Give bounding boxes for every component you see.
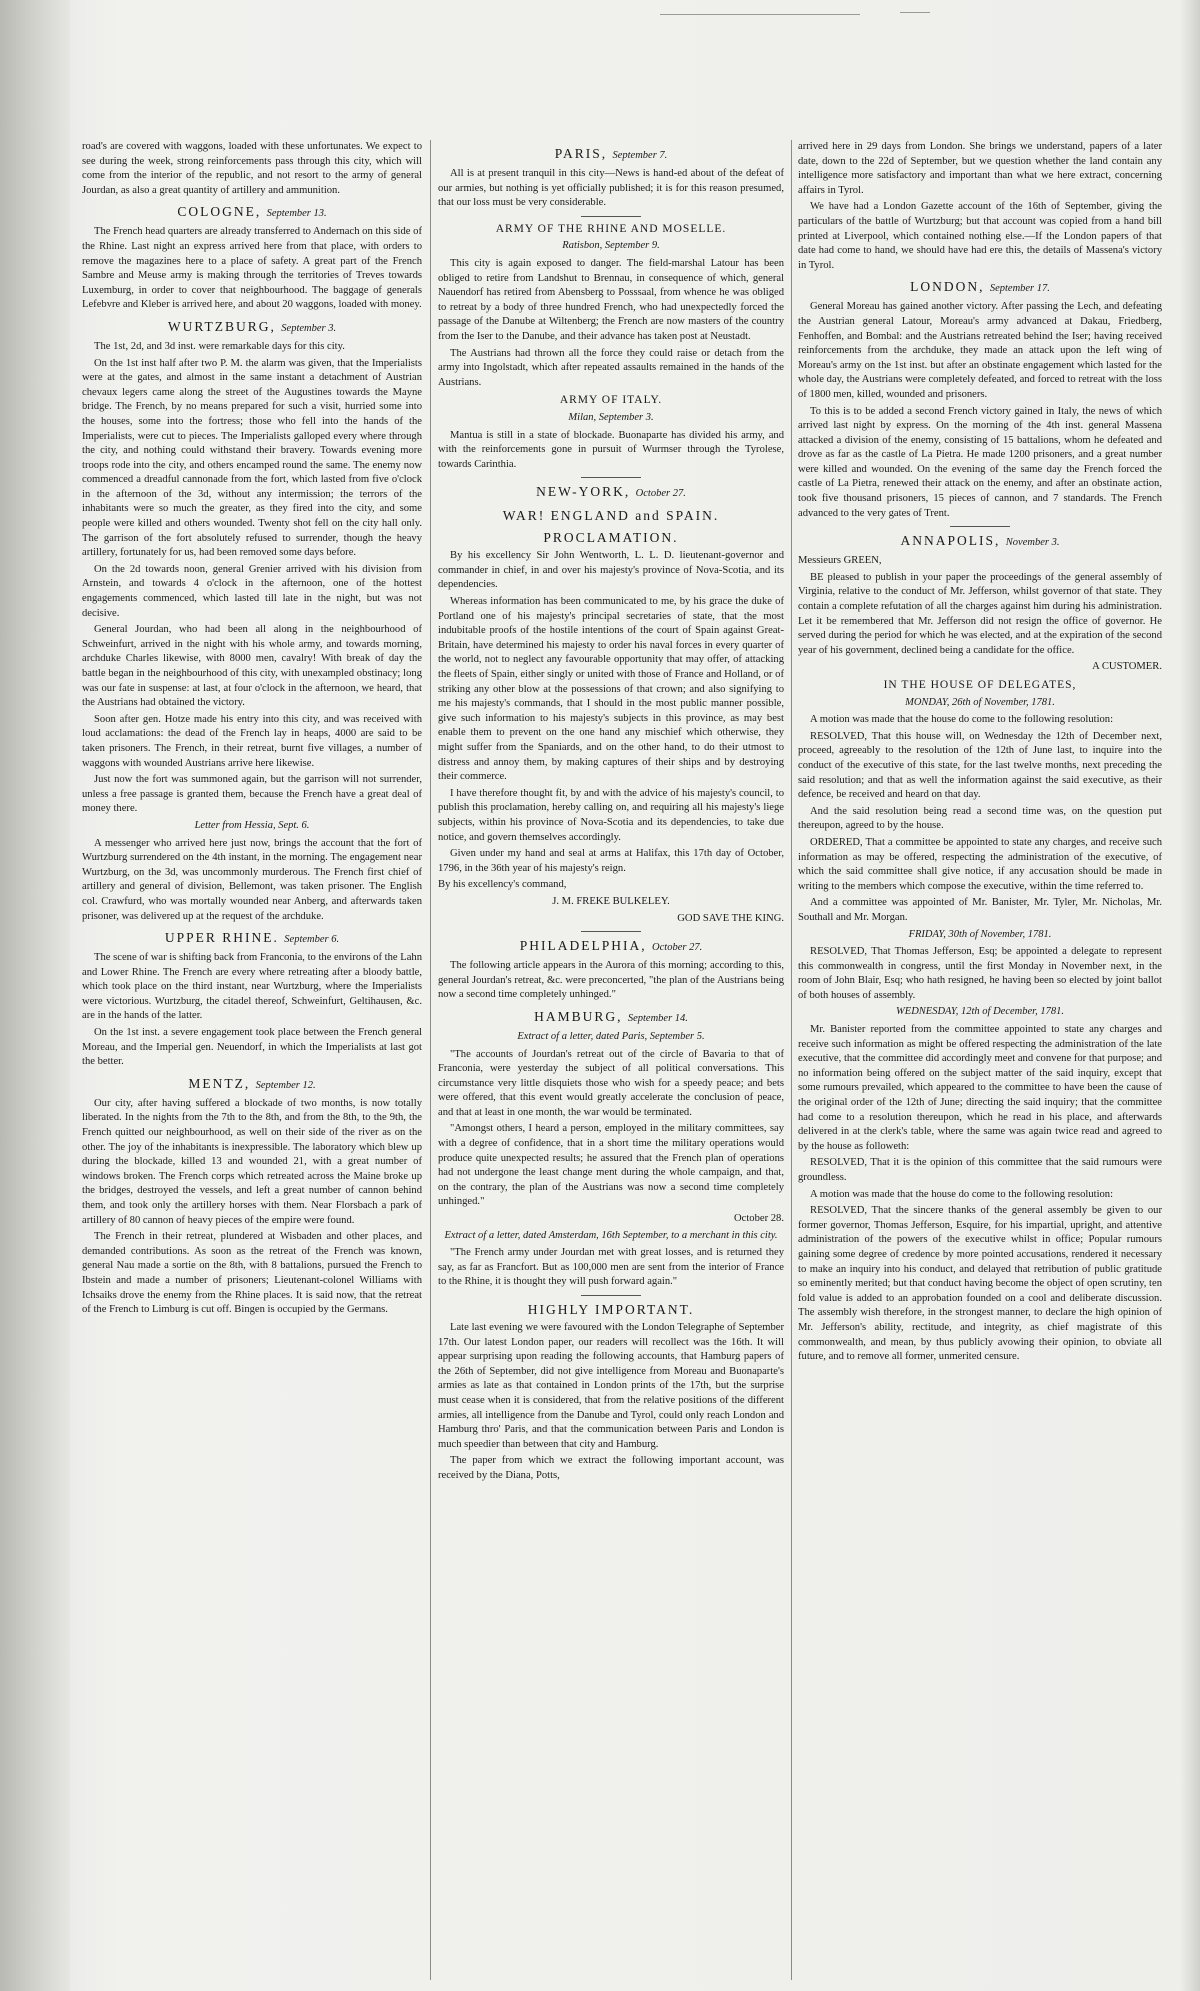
article-paragraph: RESOLVED, That it is the opinion of this committee that the said rumours were groundless. — [798, 1157, 1162, 1183]
article-paragraph: "Amongst others, I heard a person, employed in the military committees, say with a degree of confidence, that in a short time the military operations would produce quite unexpected results; he assured that the French plan of operations had not undergone the least change ment during the whole campaign, and that, on the contrary, the plan of the Austrians was now a second time completely unhinged." — [438, 1123, 784, 1208]
highly-important-headline: HIGHLY IMPORTANT. — [527, 1302, 695, 1317]
letter-heading: Extract of a letter, dated Amsterdam, 16th September, to a merchant in this city. — [444, 1229, 778, 1241]
dateline-date: October 28. — [733, 1213, 784, 1225]
dateline-mentz — [82, 1076, 422, 1094]
section-divider — [950, 526, 1010, 527]
letter-salutation: Messieurs GREEN, — [798, 555, 882, 567]
article-paragraph: RESOLVED, That Thomas Jefferson, Esq; be appointed a delegate to represent this commonwealth in congress, until the first Monday in November next, in the room of John Blair, Esq; who hath resigned, he having been so elected by joint ballot of both houses of assembly. — [798, 946, 1162, 1001]
proclamation-attribution: By his excellency's command, — [438, 879, 567, 891]
place-name: COLOGNE, — [177, 204, 262, 220]
war-headline: WAR! ENGLAND and SPAIN. — [502, 508, 720, 524]
article-paragraph: On the 1st inst. a severe engagement took place between the French general Moreau, and the Imperial gen. Neuendorf, in which the Imperialists at last got the better. — [82, 1027, 422, 1068]
place-name: HAMBURG, — [534, 1008, 623, 1024]
dateline-annapolis — [798, 533, 1162, 551]
section-subheading: FRIDAY, 30th of November, 1781. — [908, 928, 1052, 940]
article-paragraph: The 1st, 2d, and 3d inst. were remarkable days for this city. — [94, 340, 345, 352]
article-paragraph: The French in their retreat, plundered at Wisbaden and other places, and demanded contributions. As soon as the retreat of the French was known, general Nau made a sortie on the 8th, with 8 battalions, pursued the French to Ibstein and made a number of prisoners; Lieutenant-colonel Williams with Ichsaiks drove the enemy from the Rhine places. It is said now, that the retreat of the French to Limburg is cut off. Bingen is occupied by the Germans. — [82, 1231, 422, 1316]
dateline-date: September 12. — [255, 1079, 316, 1091]
column-middle — [438, 140, 784, 1980]
column-rule — [430, 140, 431, 1980]
dateline-date: September 6. — [284, 934, 340, 946]
dateline-london — [798, 279, 1162, 297]
place-name: WURTZBURG, — [167, 318, 276, 334]
dateline-new-york — [438, 484, 784, 502]
article-paragraph: Mr. Banister reported from the committee appointed to state any charges and receive such information as might be offered respecting the administration of the late executive, that the committee did accordingly meet and convene for that purpose; and no information being offered on the subject matter of the said inquiry, except that some rumours prevailed, which appeared to the committee to have been the cause of the original order of the 12th of June; directing the said inquiry; that the committee had come to a resolution thereupon, which he read in his place, and afterwards delivered in at the clerk's table, where the same was again twice read and agreed to by the house as followeth: — [798, 1024, 1162, 1152]
article-paragraph: BE pleased to publish in your paper the proceedings of the general assembly of Virginia, relative to the conduct of Mr. Jefferson, whilst governor of that state. They contain a complete refutation of all the charges against him during his administration. Let it be remembered that Mr. Jefferson did not resign the office of governor. He served during the period for which he was elected, and at the expiration of the second year of his government, declined being a candidate for the office. — [798, 571, 1162, 656]
article-paragraph: On the 1st inst half after two P. M. the alarm was given, that the Imperialists were at the gates, and almost in the same instant a detachment of Austrian chevaux legers came along the street of the Augustines towards the Mayne bridge. The French, by no means prepared for such a visit, hurried some into the houses, some into the fortress; those who fell into the hands of the Imperialists, were cut to pieces. The Imperialists galloped every where through the city, and nothing could withstand their bravery. Towards evening more troops rode into the city, and others encamped round the same. The enemy now commenced a dreadful cannonade from the fort, which lasted from five o'clock in the afternoon of the 3d, without any intermission; the terrors of the inhabitants were so much the greater, as they fired into the city, and some people were killed and others wounded. Twenty shot fell on the city hall only. The garrison of the fort absolutely refused to surrender, though the heavy artillery, fortunately for us, had been removed some days before. — [82, 357, 422, 559]
place-name: NEW-YORK, — [536, 484, 631, 500]
article-paragraph: "The French army under Jourdan met with great losses, and is returned they say, as far as Francfort. But as 100,000 men are sent from the interior of France to the Rhine, it is thought they will push forward again." — [438, 1247, 784, 1288]
letter-heading: Extract of a letter, dated Paris, September 5. — [517, 1030, 705, 1042]
section-divider — [581, 216, 641, 217]
article-paragraph: I have therefore thought fit, by and with the advice of his majesty's council, to publish this proclamation, hereby calling on, and requiring all his majesty's liege subjects, within his province of Nova-Scotia and its dependencies, to take due notice, and govern themselves accordingly. — [438, 787, 784, 843]
article-paragraph: General Jourdan, who had been all along in the neighbourhood of Schweinfurt, arrived in the night with his whole army, and towards morning, archduke Charles likewise, with 8000 men, cavalry! With break of day the battle began in the neighbourhood of this city, with unexampled obstinacy; long was our fate in suspense: at last, at four o'clock in the afternoon, we heard, that the Austrians had obtained the victory. — [82, 624, 422, 709]
article-paragraph: The paper from which we extract the following important account, was received by the Diana, Potts, — [438, 1455, 784, 1481]
place-name: PHILADELPHIA, — [519, 938, 647, 954]
book-binding-edge — [0, 0, 70, 1991]
dateline-date: September 13. — [266, 208, 327, 220]
letter-signature: A CUSTOMER. — [1092, 661, 1162, 673]
page-edge-shadow — [1180, 0, 1200, 1991]
article-paragraph: ORDERED, That a committee be appointed to state any charges, and receive such information as may be offered, respecting the administration of the executive, of which the said committee shall give notice, if any accusation should be made in writing to the members which compose the executive, within the time referred to. — [798, 836, 1162, 892]
dateline-upper-rhine — [82, 930, 422, 948]
article-paragraph: And the said resolution being read a second time was, on the question put thereupon, agreed to by the house. — [798, 805, 1162, 832]
article-paragraph: On the 2d towards noon, general Grenier arrived with his division from Arnstein, and towards 4 o'clock in the afternoon, one of the hottest engagements commenced, which lasted till late in the night, but was not decisive. — [82, 563, 422, 619]
section-heading: IN THE HOUSE OF DELEGATES, — [883, 679, 1077, 691]
column-right — [798, 140, 1162, 1980]
article-paragraph: A messenger who arrived here just now, brings the account that the fort of Wurtzburg surrendered on the 4th instant, in the morning. The engagement near Wurtzburg, on the 3d, was uncommonly murderous. The French first chief of artillery and general of division, Bellemont, was taken prisoner. The English col. Crawfurd, who was mortally wounded near Anberg, and afterwards taken prisoner, was delivered up at the request of the archduke. — [82, 837, 422, 922]
article-paragraph: Mantua is still in a state of blockade. Buonaparte has divided his army, and with the reinforcements gone in pursuit of Wurmser through the Tyrolese, towards Carinthia. — [438, 429, 784, 470]
dateline-paris — [438, 146, 784, 164]
article-paragraph: "The accounts of Jourdan's retreat out of the circle of Bavaria to that of Franconia, were yesterday the subject of all political conversations. This circumstance very little disquiets those who wish for a speedy peace; and bets were offered, that this event would greatly accelerate the conclusion of peace, and that at least in one month, the war would be terminated. — [438, 1048, 784, 1118]
section-subheading: MONDAY, 26th of November, 1781. — [905, 696, 1055, 708]
article-paragraph: The Austrians had thrown all the force they could raise or detach from the army into Ingolstadt, which after repeated assaults remained in the hands of the Austrians. — [438, 347, 784, 388]
dateline-date: October 27. — [635, 488, 686, 500]
section-subheading: Milan, September 3. — [568, 411, 654, 423]
article-paragraph: A motion was made that the house do come to the following resolution: — [810, 1188, 1114, 1200]
continued-paragraph: road's are covered with waggons, loaded with these unfortunates. We expect to see during the week, strong reinforcements pass through this city, which will come from the interior of the republic, and not resort to the army of general Jourdan, as also a great quantity of artillery and ammunition. — [82, 141, 422, 196]
place-name: MENTZ, — [188, 1075, 251, 1091]
article-paragraph: To this is to be added a second French victory gained in Italy, the news of which arrived last night by express. On the morning of the 4th inst. general Massena attacked a division of the enemy, consisting of 15 battalions, whom he defeated and drove as far as the castle of La Pietra. He made 1200 prisoners, and a great number were killed and wounded. On the evening of the same day the French forced the castle of La Pietra, renewed their attack on the enemy, and after an obstinate action, took five thousand prisoners, 15 pieces of cannon, and 7 standards. The French advanced to the very gates of Trent. — [798, 405, 1162, 519]
section-divider — [581, 477, 641, 478]
continued-paragraph: arrived here in 29 days from London. She brings we understand, papers of a later date, down to the 22d of September, but we question whether the land contain any intelligence more satisfactory and important than what we here extract, concerning affairs in Tyrol. — [798, 141, 1162, 196]
top-margin-marks — [600, 8, 1000, 38]
article-paragraph: The following article appears in the Aurora of this morning; according to this, general Jourdan's retreat, &c. were preconcerted, "the plan of the Austrians being now a second time completely unhinged." — [438, 960, 784, 1001]
article-paragraph: Late last evening we were favoured with the London Telegraphe of September 17th. Our latest London paper, our readers will recollect was the 16th. It will appear surprising upon reading the following accounts, that Hamburg papers of the 26th of September, did not give intelligence from Moreau and Buonaparte's armies as late as that contained in London prints of the 17th, but the surprise must cease when it is considered, that from the relative positions of the different armies, all intelligence from the Danube and Tyrol, could only reach London and Hamburg thro' Paris, and that the communication between Paris and London is much speedier than between that city and Hamburg. — [438, 1322, 784, 1450]
section-heading: ARMY OF ITALY. — [559, 394, 663, 407]
article-paragraph: General Moreau has gained another victory. After passing the Lech, and defeating the Austrian general Latour, Moreau's army advanced at Dakau, Friedberg, Fenhoffen, and Bombal: and the Austrians retreated behind the Iser; having received reinforcements from the archduke, they made an attack upon the left wing of Moreau's army on the 1st inst. but after an obstinate engagement which lasted for the whole day, the Austrians were completely defeated, and forced to retreat with the loss of 1800 men, killed, wounded and prisoners. — [798, 301, 1162, 400]
place-name: LONDON, — [910, 279, 985, 295]
section-divider — [581, 1295, 641, 1296]
article-paragraph: And a committee was appointed of Mr. Banister, Mr. Tyler, Mr. Nicholas, Mr. Southall and Mr. Morgan. — [798, 897, 1162, 923]
column-left — [82, 140, 422, 1980]
article-paragraph: Just now the fort was summoned again, but the garrison will not surrender, unless a free passage is granted them, because the French have a great deal of money there. — [82, 774, 422, 815]
section-subheading: WEDNESDAY, 12th of December, 1781. — [896, 1006, 1064, 1018]
place-name: PARIS, — [554, 146, 608, 161]
dateline-philadelphia — [438, 938, 784, 956]
article-paragraph: RESOLVED, That this house will, on Wednesday the 12th of December next, proceed, agreeably to the resolution of the 12th of June last, to inquire into the conduct of the executive of this state, for the last twelve months, next preceding the said resolution; and that as well the information against the said executive, as their defence, be received and heard on that day. — [798, 730, 1162, 801]
article-paragraph: Given under my hand and seal at arms at Halifax, this 17th day of October, 1796, in the 36th year of his majesty's reign. — [438, 848, 784, 874]
article-paragraph: Whereas information has been communicated to me, by his grace the duke of Portland one of his majesty's principal secretaries of state, that the most indubitable proofs of the hostile intentions of the court of Spain against Great-Britain, have determined his majesty to order his naval forces in every quarter of the world, not to neglect any favourable opportunity that may offer, of attacking the fleets of Spain, either singly or united with those of France and Holland, or of striking any other blow at the possessions of that crown; and also signifying to me his majesty's commands, that I should in the most public manner possible, give such information to his majesty's subjects in this province, as may best enable them to prevent on the one hand any mischief which otherwise, they might suffer from the Spaniards, and on the other hand, to do their utmost to distress and annoy them, by making captures of their ships and by destroying their commerce. — [438, 596, 784, 783]
dateline-date: October 27. — [652, 942, 703, 954]
column-rule — [791, 140, 792, 1980]
proclamation-signature: J. M. FREKE BULKELEY. — [552, 895, 670, 907]
dateline-wurtzburg — [82, 319, 422, 337]
letter-heading: Letter from Hessia, Sept. 6. — [194, 819, 310, 831]
dateline-cologne — [82, 204, 422, 222]
place-name: ANNAPOLIS, — [900, 533, 1001, 549]
article-paragraph: The French head quarters are already transferred to Andernach on this side of the Rhine. Last night an express arrived here from that place, with orders to remove the magazines here to a place of safety. A great part of the French Sambre and Meuse army is making through the territories of Treves towards Luxemburg, in order to cover that neighbourhood. The baggage of generals Lefebvre and Kleber is arrived here, and about 20 waggons, loaded with money. — [82, 226, 422, 311]
dateline-date: September 17. — [989, 283, 1050, 295]
article-paragraph: RESOLVED, That the sincere thanks of the general assembly be given to our former governor, Thomas Jefferson, Esquire, for his impartial, upright, and attentive administration of the powers of the executive whilst in office; Popular rumours gaining some degree of credence by more pointed accusations, rendered it necessary to make an inquiry into his conduct, and delayed that retribution of public gratitude so eminently merited; but that conduct having become the object of open scrutiny, ten fold value is added to an approbation founded on a cool and deliberate discussion. The assembly wish therefore, in the strongest manner, to declare the high opinion of Mr. Jefferson's ability, rectitude, and integrity, as chief magistrate of this commonwealth, and mean, by thus publicly avowing their opinion, to obviate all future, and to remove all former, unmerited censure. — [798, 1205, 1162, 1363]
proclamation-headline: PROCLAMATION. — [543, 530, 679, 546]
dateline-date: September 7. — [612, 150, 668, 161]
dateline-hamburg — [438, 1009, 784, 1027]
article-paragraph: We have had a London Gazette account of the 16th of September, giving the particulars of the battle of Wurtzburg; but that account was copied from a hand bill printed at Liverpool, which contained nothing else.—If the London papers of that date had come to hand, we should have had ere this, the details of Massena's victory in Tyrol. — [798, 201, 1162, 271]
newspaper-page — [82, 140, 1180, 1980]
article-paragraph: The scene of war is shifting back from Franconia, to the environs of the Lahn and Lower Rhine. The French are every where retreating after a bloody battle, which took place on the third instant, near Wurtzburg, where the Imperialists were victorious. Wurtzburg, the citadel thereof, Schweinfurt, Geltihausen, &c. are in the hands of the latter. — [82, 952, 422, 1022]
article-paragraph: By his excellency Sir John Wentworth, L. L. D. lieutenant-governor and commander in chief, in and over his majesty's province of Nova-Scotia, and its dependencies. — [438, 550, 784, 591]
article-paragraph: This city is again exposed to danger. The field-marshal Latour has been obliged to retire from Landshut to Brennau, in consequence of which, general Nauendorf has retired from Abensberg to Posssaal, from whence he was obliged to retreat by a body of three hundred French, who had unexpectedly forced the passage of the Danube at Wiltenberg; the French are now masters of the country from the Iser to the Danube, and their advance has taken post at Neustadt. — [438, 257, 784, 342]
dateline-date: September 14. — [627, 1012, 688, 1024]
section-subheading: Ratisbon, September 9. — [562, 240, 660, 252]
article-paragraph: A motion was made that the house do come to the following resolution: — [810, 714, 1114, 726]
dateline-date: November 3. — [1005, 537, 1060, 549]
section-heading: ARMY OF THE RHINE AND MOSELLE. — [495, 222, 727, 235]
article-paragraph: All is at present tranquil in this city—News is hand-ed about of the defeat of our armies, but nothing is yet officially published; it is for this reason presumed, that our loss must be very considerable. — [438, 168, 784, 209]
article-paragraph: Our city, after having suffered a blockade of two months, is now totally liberated. In the nights from the 7th to the 8th, and from the 8th, to the 9th, the French quitted our neighbourhood, as well on their side of the river as on the other. The joy of the inhabitants is inexpressible. The laboratory which blew up during the blockade, killed 13 and wounded 21, with a great number of windows broken. The French corps which retreated across the Maine broke up the bridges, destroyed the vessels, and left a great number of cannon behind them, and took only the artillery horses with them. Near Florsbach a park of artillery of 80 cannon of heavy pieces of the empire were found. — [82, 1097, 422, 1226]
proclamation-closing: GOD SAVE THE KING. — [677, 912, 784, 924]
article-paragraph: Soon after gen. Hotze made his entry into this city, and was received with loud acclamations: the dead of the French lay in heaps, 4000 are said to be taken prisoners. The French, in their retreat, burnt five villages, a number of waggons with wounded Austrians arrive here likewise. — [82, 713, 422, 769]
section-divider — [581, 931, 641, 932]
dateline-date: September 3. — [281, 322, 337, 334]
place-name: UPPER RHINE. — [164, 930, 279, 946]
